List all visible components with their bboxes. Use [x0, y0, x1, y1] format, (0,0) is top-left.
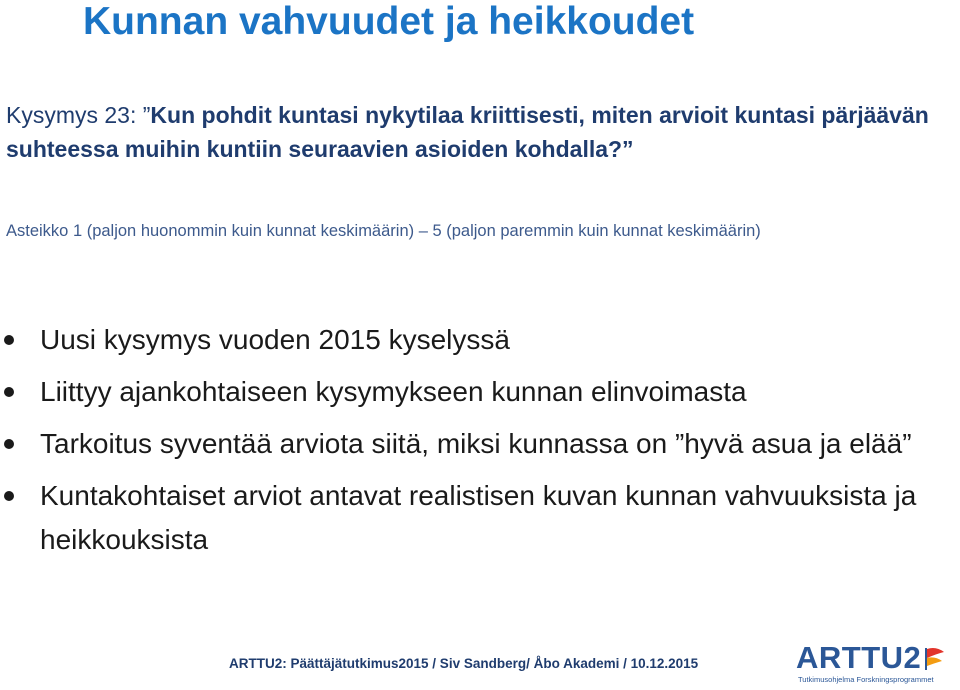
- bullet-text: Liittyy ajankohtaiseen kysymykseen kunnan elinvoimasta: [40, 376, 747, 407]
- question-text: Kun pohdit kuntasi nykytilaa kriittisesti, miten arvioit kuntasi pärjäävän suhteessa muihin kuntiin seuraavien asioiden kohdalla?”: [6, 102, 929, 162]
- logo-subtitle: Tutkimusohjelma Forskningsprogrammet: [798, 675, 934, 684]
- slide-title: Kunnan vahvuudet ja heikkoudet: [83, 0, 695, 43]
- bullet-dot-icon: [4, 335, 14, 345]
- bullet-item: [0, 370, 950, 414]
- bullet-dot-icon: [4, 439, 14, 449]
- rating-scale-description: Asteikko 1 (paljon huonommin kuin kunnat keskimäärin) – 5 (paljon paremmin kuin kunnat keskimäärin): [6, 222, 761, 240]
- question-prefix: Kysymys 23: ”: [6, 102, 151, 128]
- survey-question: [6, 98, 956, 166]
- bullet-text: Uusi kysymys vuoden 2015 kyselyssä: [40, 324, 510, 355]
- bullet-dot-icon: [4, 491, 14, 501]
- arttu2-logo: [796, 642, 946, 686]
- bullet-item: [0, 474, 950, 562]
- bullet-dot-icon: [4, 387, 14, 397]
- bullet-list: [0, 318, 950, 570]
- bullet-text: Kuntakohtaiset arviot antavat realistisen kuvan kunnan vahvuuksista ja heikkouksista: [40, 480, 917, 555]
- logo-wordmark: ARTTU2: [796, 640, 922, 675]
- bullet-item: [0, 422, 950, 466]
- flag-mark-icon: [924, 646, 946, 672]
- bullet-item: [0, 318, 950, 362]
- bullet-text: Tarkoitus syventää arviota siitä, miksi kunnassa on ”hyvä asua ja elää”: [40, 428, 912, 459]
- slide-footer: ARTTU2: Päättäjätutkimus2015 / Siv Sandberg/ Åbo Akademi / 10.12.2015: [229, 656, 699, 671]
